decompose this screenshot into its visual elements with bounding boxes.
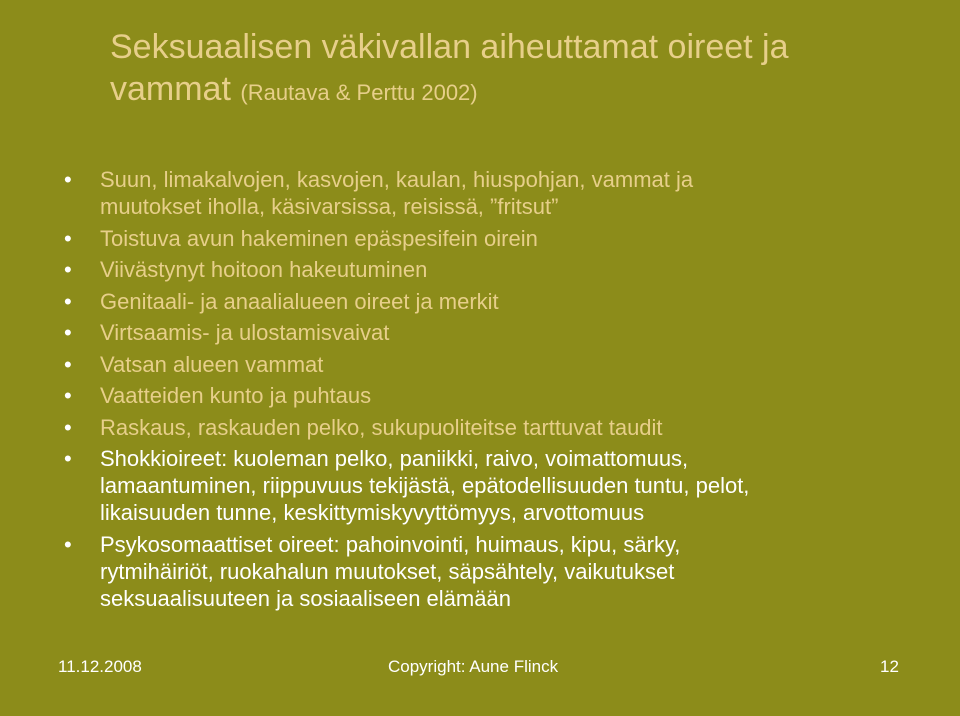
bullet-item	[64, 382, 924, 409]
bullet-text: Genitaali- ja anaalialueen oireet ja merkit	[100, 288, 499, 314]
bullet-text: Vatsan alueen vammat	[100, 351, 324, 377]
bullet-item	[64, 288, 924, 315]
bullet-item	[64, 225, 924, 252]
bullet-dot: •	[64, 167, 72, 192]
bullet-dot: •	[64, 531, 72, 557]
title-line-2: vammat	[110, 70, 231, 108]
bullet-text: Shokkioireet: kuoleman pelko, paniikki, raivo, voimattomuus, lamaantuminen, riippuvuus tekijästä, epätodellisuuden tuntu, pelot, likaisuuden tunne, keskittymiskyvyttömyys, arvottomuus	[100, 446, 750, 525]
bullet-item	[64, 166, 924, 220]
bullet-dot: •	[64, 225, 72, 251]
footer-copyright: Copyright: Aune Flinck	[388, 657, 559, 676]
bullet-item	[64, 531, 924, 612]
bullet-item	[64, 351, 924, 378]
bullet-text: Suun, limakalvojen, kasvojen, kaulan, hiuspohjan, vammat ja muutokset iholla, käsivarsissa, reisissä, ”fritsut”	[100, 167, 694, 219]
bullet-dot: •	[64, 288, 72, 314]
bullet-item	[64, 319, 924, 346]
bullet-item	[64, 414, 924, 441]
footer-date: 11.12.2008	[58, 657, 142, 676]
bullet-item	[64, 445, 924, 526]
bullet-text: Vaatteiden kunto ja puhtaus	[100, 383, 372, 408]
bullet-dot: •	[64, 320, 72, 345]
bullet-item	[64, 256, 924, 283]
bullet-dot: •	[64, 383, 72, 408]
bullet-text: Psykosomaattiset oireet: pahoinvointi, huimaus, kipu, särky, rytmihäiriöt, ruokahalun muutokset, säpsähtely, vaikutukset seksuaalisuuteen ja sosiaaliseen elämään	[100, 531, 681, 611]
bullet-text: Viivästynyt hoitoon hakeutuminen	[100, 257, 428, 282]
title-line-1: Seksuaalisen väkivallan aiheuttamat oireet ja	[110, 28, 789, 66]
bullet-dot: •	[64, 257, 72, 282]
bullet-list	[64, 166, 924, 616]
title-citation: (Rautava & Perttu 2002)	[240, 80, 478, 105]
footer-page-number: 12	[880, 657, 899, 676]
bullet-text: Virtsaamis- ja ulostamisvaivat	[100, 320, 390, 345]
bullet-dot: •	[64, 414, 72, 440]
slide-title	[110, 26, 910, 114]
bullet-dot: •	[64, 446, 72, 471]
bullet-text: Toistuva avun hakeminen epäspesifein oirein	[100, 225, 538, 251]
bullet-text: Raskaus, raskauden pelko, sukupuoliteitse tarttuvat taudit	[100, 414, 663, 440]
bullet-dot: •	[64, 351, 72, 377]
